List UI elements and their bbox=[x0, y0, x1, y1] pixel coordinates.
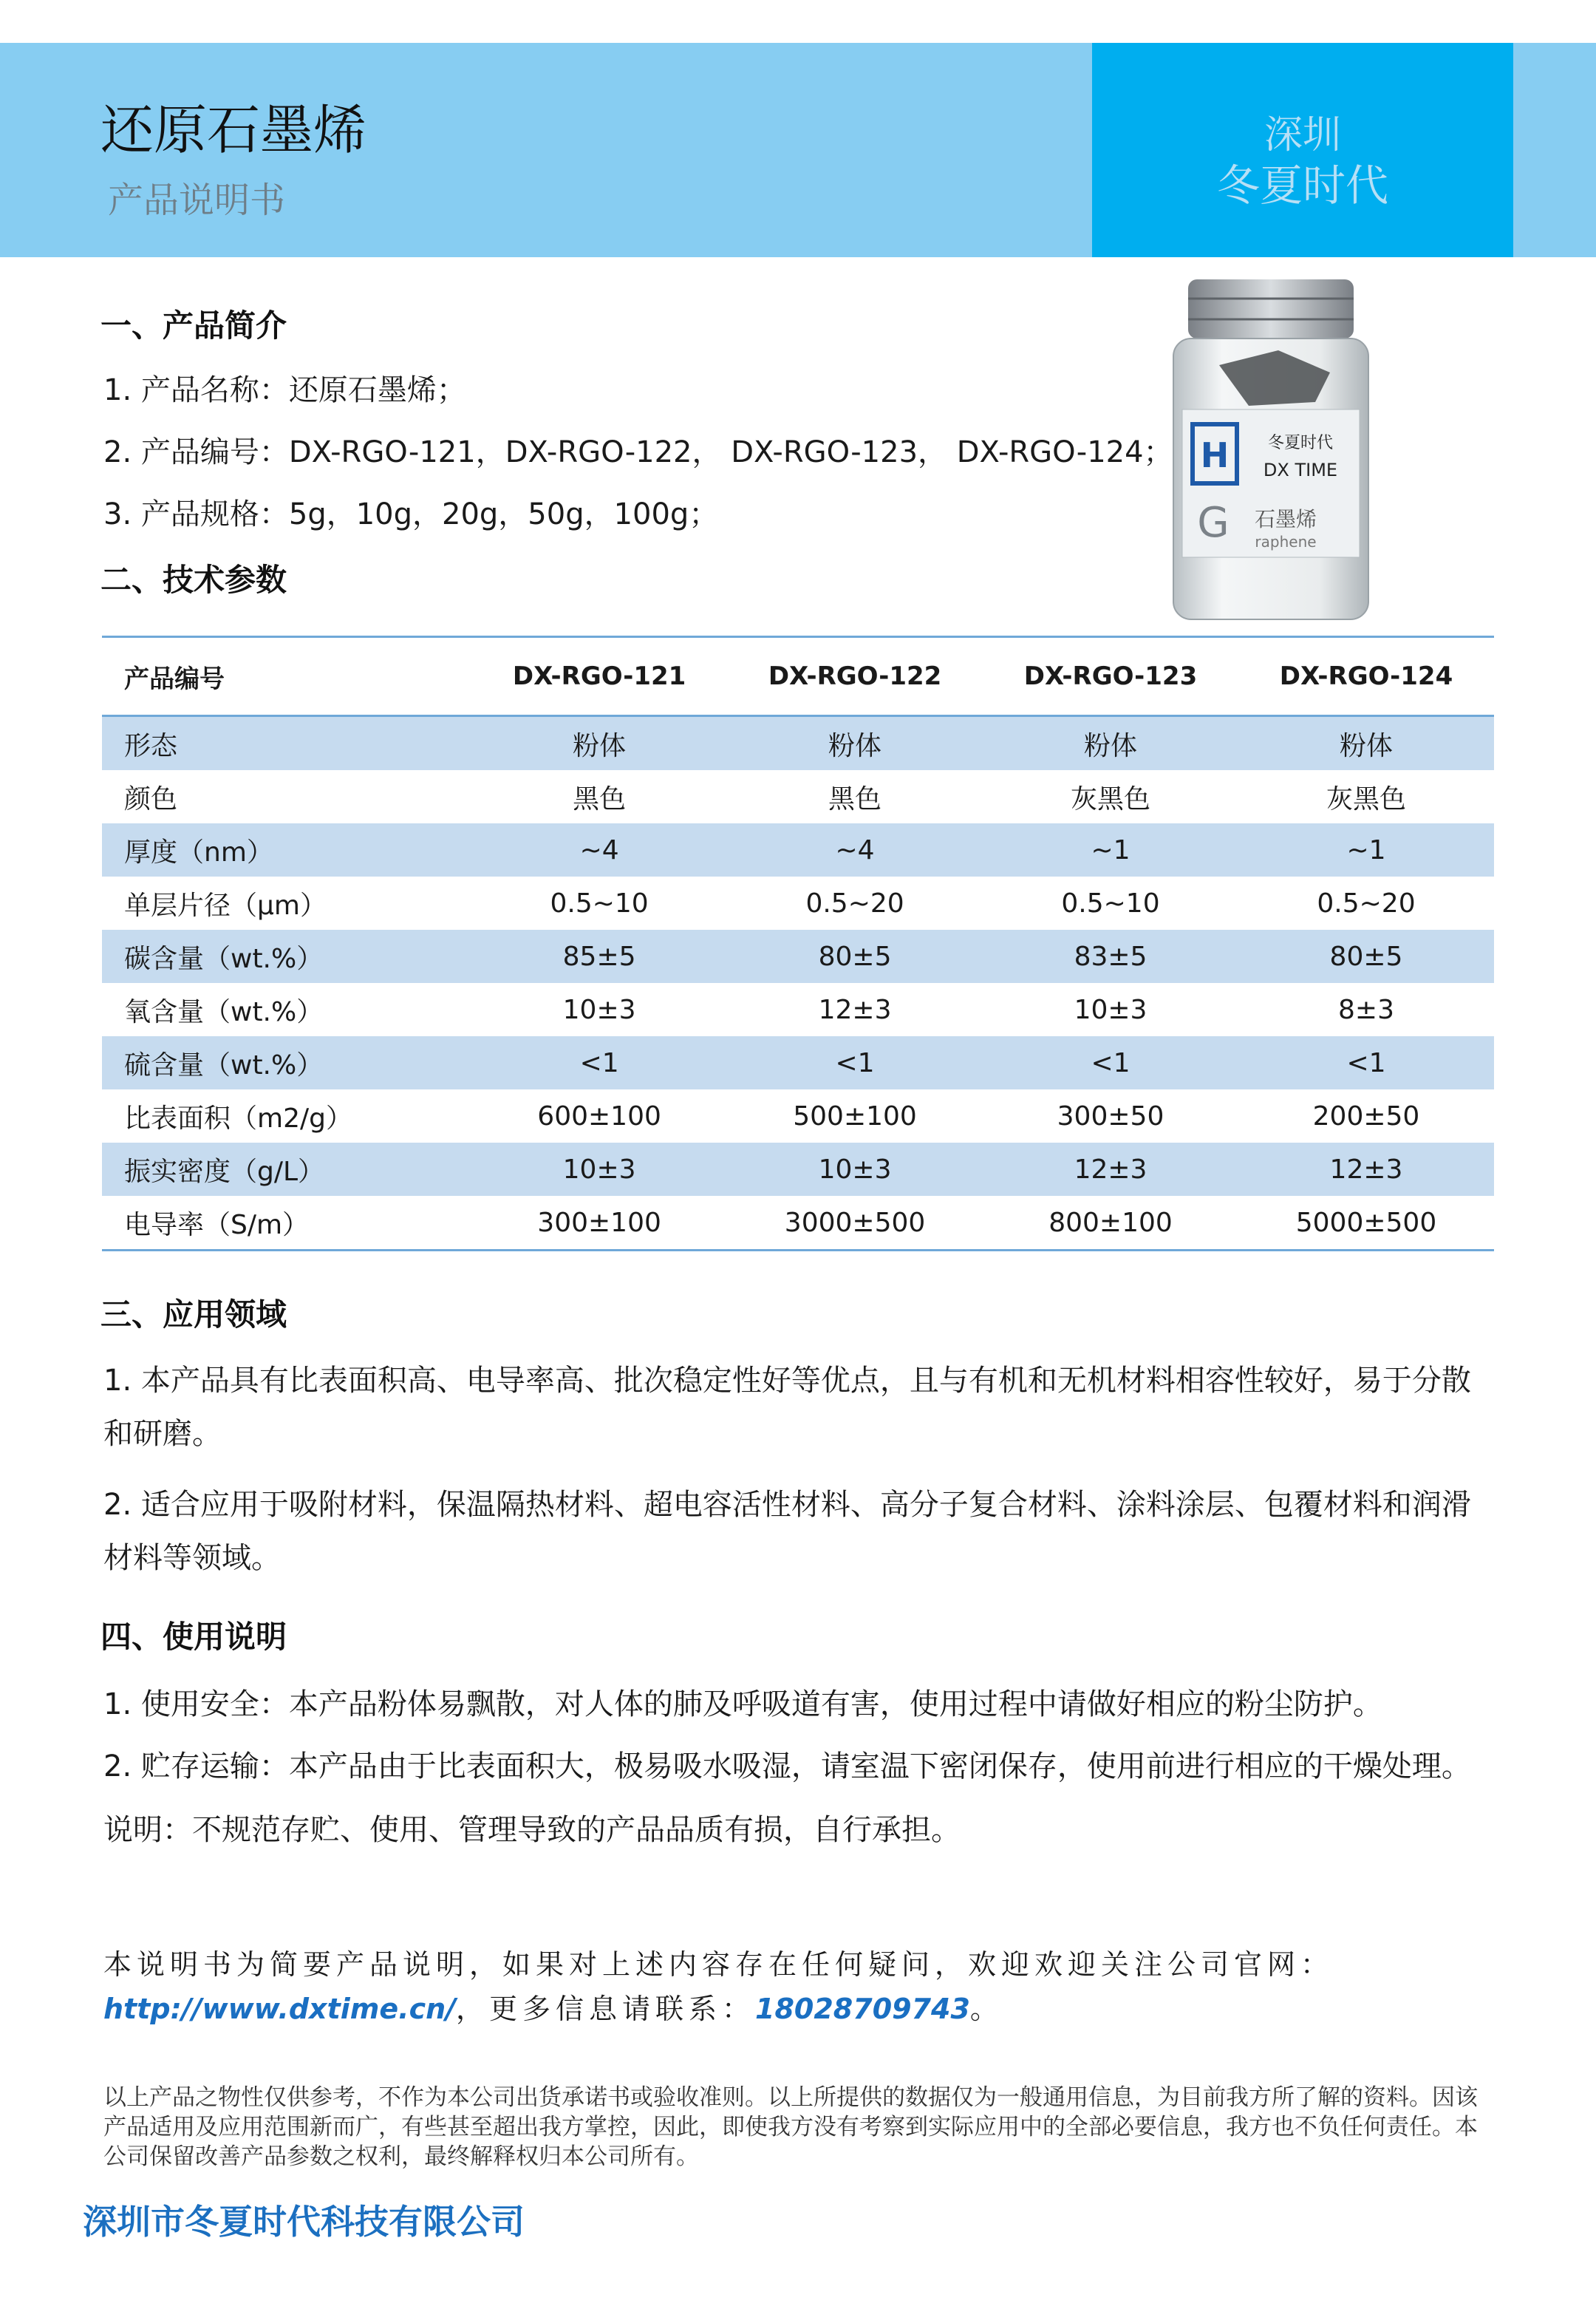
table-cell: ~1 bbox=[1346, 834, 1386, 865]
section-heading-intro: 一、产品简介 bbox=[100, 307, 287, 344]
table-cell: 0.5~20 bbox=[1317, 888, 1416, 919]
section-heading-applications: 三、应用领域 bbox=[100, 1296, 287, 1333]
table-cell: 12±3 bbox=[818, 994, 892, 1025]
table-cell: 85±5 bbox=[562, 941, 636, 972]
application-item: 1. 本产品具有比表面积高、电导率高、批次稳定性好等优点，且与有机和无机材料相容性较好，易于分散和研磨。 bbox=[103, 1364, 1471, 1451]
table-cell: 灰黑色 bbox=[1326, 783, 1406, 814]
table-cell: 10±3 bbox=[818, 1154, 892, 1185]
table-cell: 碳含量（wt.%） bbox=[124, 943, 324, 974]
table-cell: 灰黑色 bbox=[1071, 783, 1151, 814]
usage-item: 1. 使用安全：本产品粉体易飘散，对人体的肺及呼吸道有害，使用过程中请做好相应的粉尘防护。 bbox=[103, 1687, 1382, 1721]
intro-item: 1. 产品名称：还原石墨烯； bbox=[103, 373, 466, 407]
table-row bbox=[102, 1196, 1494, 1251]
table-cell: 粉体 bbox=[1084, 730, 1138, 761]
table-cell: <1 bbox=[835, 1047, 875, 1078]
table-header-cell: DX-RGO-123 bbox=[1023, 661, 1198, 691]
svg-text:G: G bbox=[1197, 499, 1230, 547]
table-row bbox=[102, 877, 1494, 930]
table-cell: 12±3 bbox=[1329, 1154, 1403, 1185]
brand-city: 深圳 bbox=[1264, 113, 1341, 157]
bottle-graphene-cn: 石墨烯 bbox=[1254, 507, 1317, 531]
table-cell: <1 bbox=[579, 1047, 619, 1078]
table-cell: ~1 bbox=[1091, 834, 1130, 865]
table-cell: ~4 bbox=[579, 834, 619, 865]
table-cell: 8±3 bbox=[1338, 994, 1394, 1025]
table-row bbox=[102, 823, 1494, 877]
table-cell: 单层片径（μm） bbox=[124, 890, 327, 921]
application-item: 2. 适合应用于吸附材料，保温隔热材料、超电容活性材料、高分子复合材料、涂料涂层、包覆材料和润滑材料等领域。 bbox=[103, 1488, 1471, 1575]
table-cell: 300±50 bbox=[1057, 1101, 1164, 1132]
bottle-graphene-en: raphene bbox=[1255, 533, 1317, 551]
table-row bbox=[102, 770, 1494, 823]
table-cell: 10±3 bbox=[562, 994, 636, 1025]
table-cell: 比表面积（m2/g） bbox=[124, 1103, 352, 1134]
table-cell: 600±100 bbox=[537, 1101, 661, 1132]
svg-text:H: H bbox=[1200, 435, 1230, 475]
table-cell: 500±100 bbox=[793, 1101, 917, 1132]
brand-name: 冬夏时代 bbox=[1216, 160, 1388, 211]
product-bottle-image bbox=[1167, 276, 1374, 624]
table-cell: 200±50 bbox=[1312, 1101, 1420, 1132]
table-row bbox=[102, 1036, 1494, 1089]
intro-item: 2. 产品编号：DX-RGO-121，DX-RGO-122， DX-RGO-123， DX-RGO-124； bbox=[103, 435, 1173, 469]
table-cell: ~4 bbox=[835, 834, 875, 865]
contact-paragraph bbox=[103, 1942, 1500, 2031]
section-heading-usage: 四、使用说明 bbox=[100, 1619, 287, 1655]
table-cell: 0.5~10 bbox=[1061, 888, 1160, 919]
table-header-cell: 产品编号 bbox=[124, 664, 225, 694]
table-cell: 颜色 bbox=[124, 783, 178, 814]
table-header-cell: DX-RGO-121 bbox=[512, 661, 686, 691]
table-cell: 黑色 bbox=[573, 783, 627, 814]
phone-number[interactable]: 18028709743 bbox=[755, 1993, 970, 2025]
table-cell: 黑色 bbox=[828, 783, 882, 814]
table-cell: 800±100 bbox=[1048, 1207, 1173, 1238]
table-row bbox=[102, 983, 1494, 1036]
table-cell: 3000±500 bbox=[784, 1207, 926, 1238]
intro-item: 3. 产品规格：5g，10g，20g，50g，100g； bbox=[103, 497, 719, 531]
table-cell: 80±5 bbox=[1329, 941, 1403, 972]
header-band-right bbox=[1513, 43, 1596, 257]
table-cell: 粉体 bbox=[573, 730, 627, 761]
table-cell: 0.5~10 bbox=[550, 888, 649, 919]
table-cell: 5000±500 bbox=[1295, 1207, 1437, 1238]
usage-item: 2. 贮存运输：本产品由于比表面积大，极易吸水吸湿，请室温下密闭保存，使用前进行相应的干燥处理。 bbox=[103, 1749, 1471, 1783]
table-cell: 电导率（S/m） bbox=[124, 1209, 310, 1240]
table-cell: 形态 bbox=[124, 730, 178, 761]
table-cell: 12±3 bbox=[1074, 1154, 1147, 1185]
usage-note: 说明：不规范存贮、使用、管理导致的产品品质有损，自行承担。 bbox=[103, 1813, 961, 1847]
table-cell: 300±100 bbox=[537, 1207, 661, 1238]
table-cell: 粉体 bbox=[828, 730, 882, 761]
table-cell: 氧含量（wt.%） bbox=[124, 996, 324, 1027]
page-subtitle: 产品说明书 bbox=[108, 180, 286, 221]
table-header-row bbox=[102, 637, 1494, 716]
table-cell: <1 bbox=[1346, 1047, 1386, 1078]
section-heading-params: 二、技术参数 bbox=[100, 562, 287, 598]
page-title: 还原石墨烯 bbox=[100, 99, 367, 161]
table-cell: 振实密度（g/L） bbox=[124, 1156, 325, 1187]
contact-intro: 本说明书为简要产品说明，如果对上述内容存在任何疑问，欢迎欢迎关注公司官网： bbox=[103, 1948, 1334, 1981]
table-row bbox=[102, 716, 1494, 771]
table-cell: 0.5~20 bbox=[805, 888, 904, 919]
table-row bbox=[102, 1143, 1494, 1196]
table-cell: 83±5 bbox=[1074, 941, 1147, 972]
contact-mid: ，更多信息请联系： bbox=[456, 1993, 756, 2025]
tech-params-table bbox=[102, 636, 1494, 1251]
table-cell: 10±3 bbox=[562, 1154, 636, 1185]
table-header-cell: DX-RGO-124 bbox=[1279, 661, 1453, 691]
table-cell: <1 bbox=[1091, 1047, 1130, 1078]
table-cell: 硫含量（wt.%） bbox=[124, 1050, 324, 1081]
disclaimer: 以上产品之物性仅供参考，不作为本公司出货承诺书或验收准则。以上所提供的数据仅为一般通用信息，为目前我方所了解的资料。因该产品适用及应用范围新而广，有些甚至超出我方掌控，因此，即使我方没有考察到实际应用中的全部必要信息，我方也不负任何责任。本公司保留改善产品参数之权利，最终解释权归本公司所有。 bbox=[103, 2084, 1478, 2170]
table-row bbox=[102, 1089, 1494, 1143]
website-link[interactable]: http://www.dxtime.cn/ bbox=[103, 1993, 457, 2025]
bottle-brand-en: DX TIME bbox=[1263, 460, 1338, 480]
table-cell: 80±5 bbox=[818, 941, 892, 972]
table-header-cell: DX-RGO-122 bbox=[768, 661, 942, 691]
table-cell: 厚度（nm） bbox=[124, 837, 273, 868]
table-cell: 10±3 bbox=[1074, 994, 1147, 1025]
table-row bbox=[102, 930, 1494, 983]
contact-end: 。 bbox=[969, 1993, 1003, 2025]
bottle-brand-cn: 冬夏时代 bbox=[1267, 434, 1334, 452]
footer-company-name: 深圳市冬夏时代科技有限公司 bbox=[83, 2202, 525, 2242]
table-cell: 粉体 bbox=[1339, 730, 1393, 761]
